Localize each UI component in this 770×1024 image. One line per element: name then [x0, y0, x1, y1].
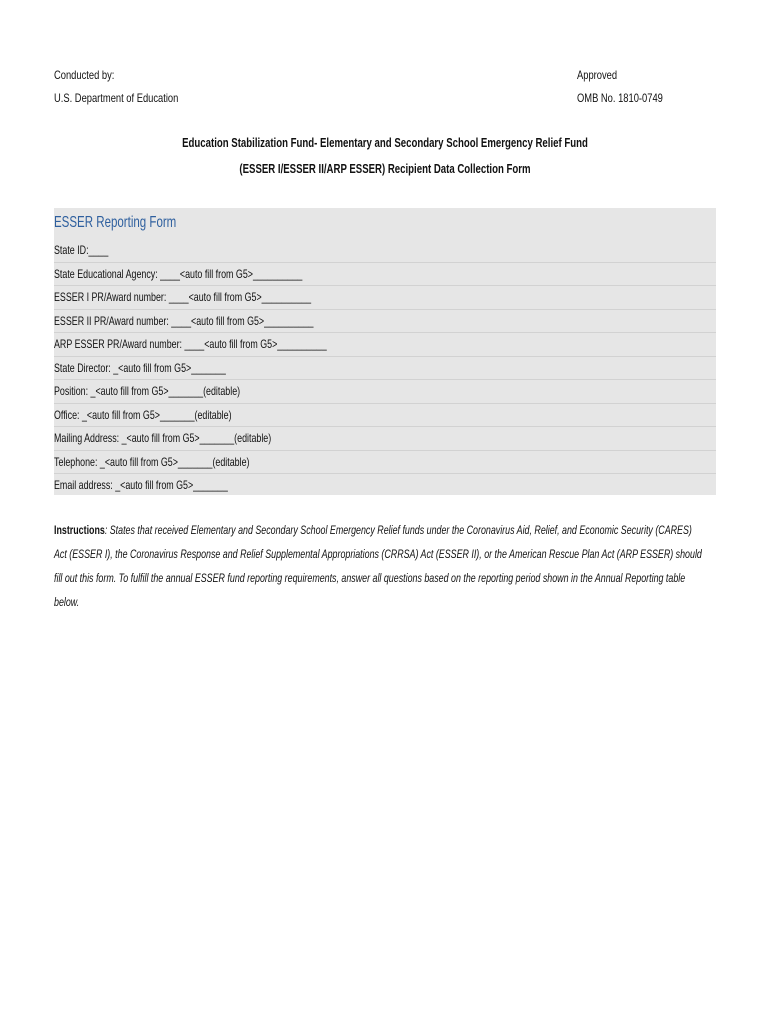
- field-office[interactable]: [54, 404, 716, 428]
- field-mailing-address-text: Mailing Address: _<auto fill from G5>_______(editable): [54, 431, 272, 445]
- instructions-text: : States that received Elementary and Secondary School Emergency Relief funds under the Coronavirus Aid, Relief, and Economic Security (CARES) Act (ESSER I), the Coronavirus Response and Relief Supplemental Appropriations (CRRSA) Act (ESSER II), or the American Rescue Plan Act (ARP ESSER) should fill out this form. To fulfill the annual ESSER fund reporting requirements, answer all questions based on the reporting period shown in the Annual Reporting table below.: [54, 523, 702, 609]
- omb-number: OMB No. 1810-0749: [577, 91, 663, 105]
- field-email-address[interactable]: [54, 474, 716, 498]
- field-email-address-text: Email address: _<auto fill from G5>_______: [54, 478, 228, 492]
- document-title: [0, 130, 770, 182]
- field-state-educational-agency-text: State Educational Agency: ____<auto fill from G5>__________: [54, 266, 303, 281]
- field-esser-i-award-number[interactable]: [54, 286, 716, 310]
- field-telephone[interactable]: [54, 451, 716, 475]
- field-esser-ii-award-number-text: ESSER II PR/Award number: ____<auto fill from G5>__________: [54, 313, 314, 328]
- field-telephone-text: Telephone: _<auto fill from G5>_______(editable): [54, 454, 250, 469]
- field-office-text: Office: _<auto fill from G5>_______(editable): [54, 407, 232, 422]
- title-line-2: (ESSER I/ESSER II/ARP ESSER) Recipient Data Collection Form: [239, 161, 531, 176]
- instructions-paragraph: [54, 518, 705, 614]
- field-mailing-address[interactable]: [54, 427, 716, 451]
- header-conducted-by: [54, 64, 213, 110]
- approved-label: Approved: [577, 68, 618, 82]
- field-esser-i-award-number-text: ESSER I PR/Award number: ____<auto fill from G5>__________: [54, 290, 312, 304]
- field-arp-esser-award-number[interactable]: [54, 333, 716, 357]
- field-esser-ii-award-number[interactable]: [54, 310, 716, 334]
- form-fields: [54, 239, 716, 498]
- field-state-educational-agency[interactable]: [54, 263, 716, 287]
- form-heading: ESSER Reporting Form: [54, 214, 177, 231]
- conducted-by-label: Conducted by:: [54, 68, 115, 82]
- field-arp-esser-award-number-text: ARP ESSER PR/Award number: ____<auto fill from G5>__________: [54, 337, 327, 351]
- field-position-text: Position: _<auto fill from G5>_______(editable): [54, 384, 241, 398]
- department-name: U.S. Department of Education: [54, 91, 179, 105]
- title-line-1: Education Stabilization Fund- Elementary and Secondary School Emergency Relief Fund: [182, 135, 588, 150]
- header-approval: [577, 64, 687, 110]
- esser-reporting-form: [54, 208, 716, 495]
- field-state-director-text: State Director: _<auto fill from G5>_______: [54, 360, 226, 375]
- field-state-id[interactable]: [54, 239, 716, 263]
- field-position[interactable]: [54, 380, 716, 404]
- field-state-director[interactable]: [54, 357, 716, 381]
- instructions-label: Instructions: [54, 523, 105, 537]
- field-state-id-text: State ID:____: [54, 243, 109, 257]
